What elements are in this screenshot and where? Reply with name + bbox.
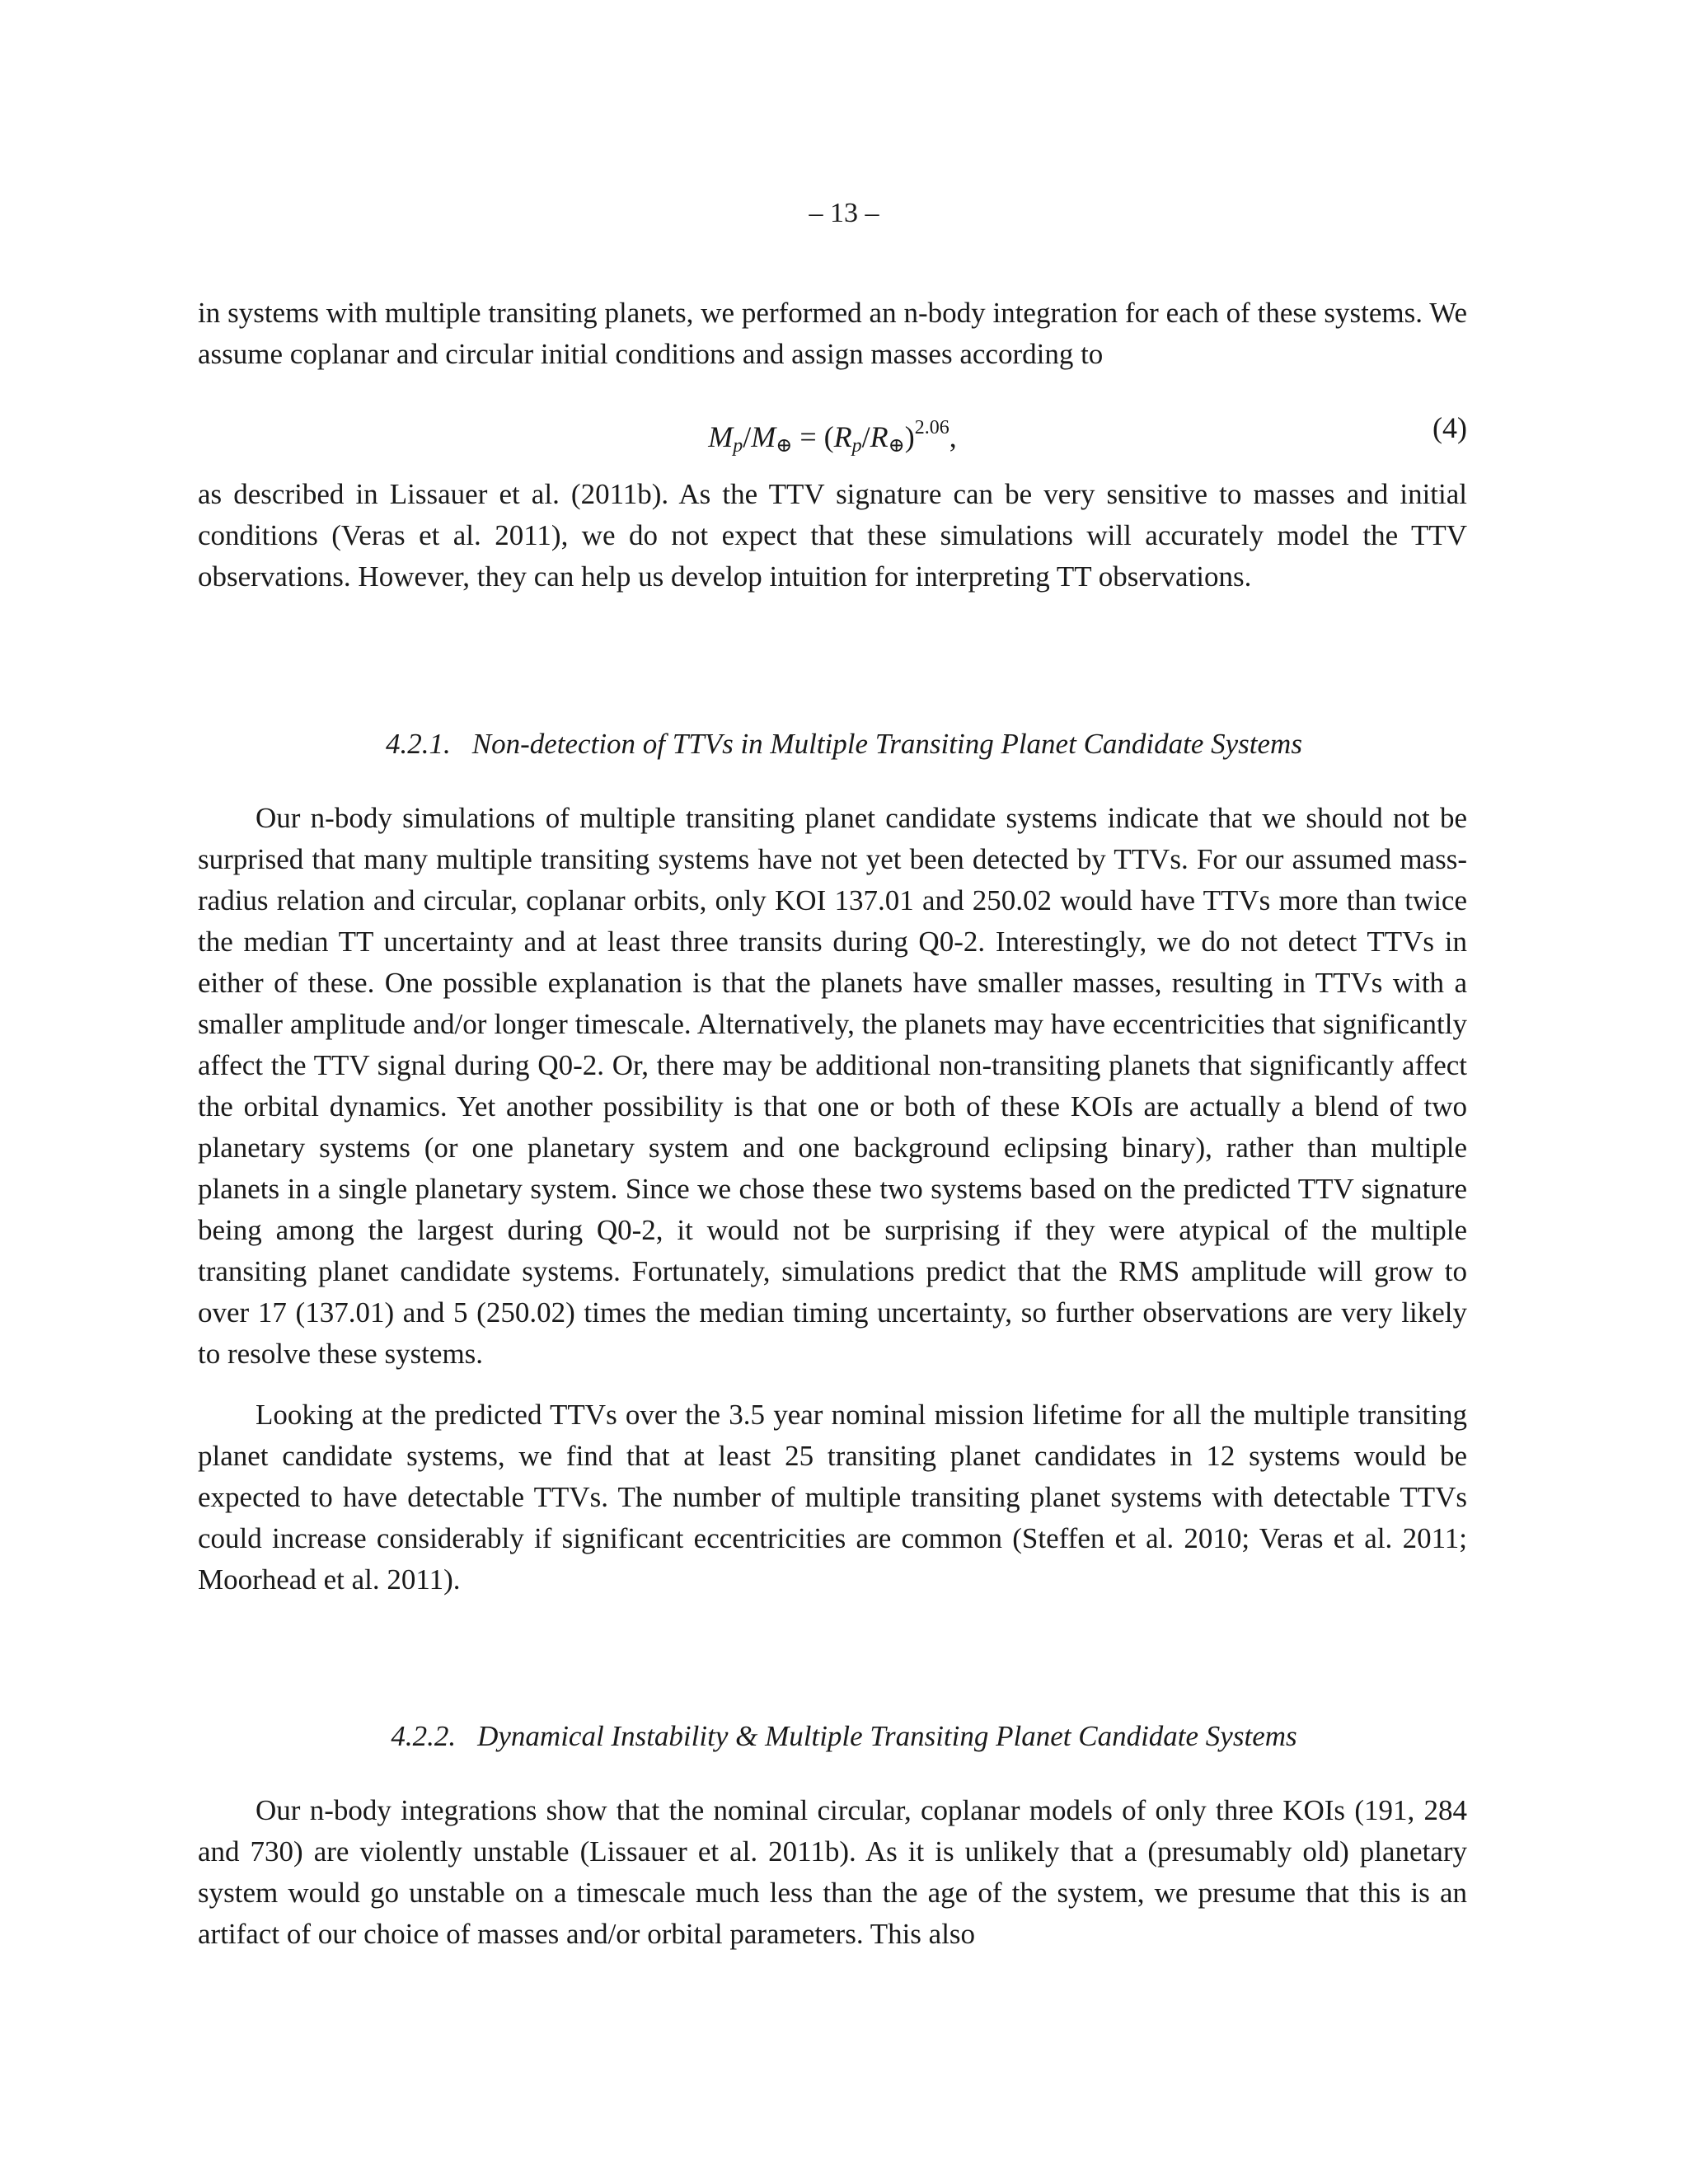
section-4-2-1-paragraph-2: Looking at the predicted TTVs over the 3.5 year nominal mission lifetime for all the multiple transiting planet candidate systems, we find that at least 25 transiting planet candidates in 12 systems would be expected to have detectable TTVs. The number of multiple transiting planet systems with detectable TTVs could increase considerably if significant eccentricities are common (Steffen et al. 2010; Veras et al. 2011; Moorhead et al. 2011). [198,1399,1467,1596]
page-number: – 13 – [809,198,879,228]
eq-comma: , [949,420,957,453]
paragraph-after-equation-text: as described in Lissauer et al. (2011b). As the TTV signature can be very sensitive to masses and initial conditions (Veras et al. 2011), we do not expect that these simulations will accurately model the TTV observations. However, they can help us develop intuition for interpreting TT observations. [198,478,1467,593]
eq-earth-symbol: ⊕ [776,435,793,457]
section-heading-4-2-2 [0,1716,1688,1757]
eq-radius-symbol: R [833,420,852,453]
eq-slash: / [743,420,752,453]
paragraph-after-equation [198,474,1467,598]
mass-radius-formula [198,407,1467,466]
section-4-2-1-paragraph-1: Our n-body simulations of multiple transiting planet candidate systems indicate that we should not be surprised that many multiple transiting systems have not yet been detected by TTVs. For our assumed mass-radius relation and circular, coplanar orbits, only KOI 137.01 and 250.02 would have TTVs more than twice the median TT uncertainty and at least three transits during Q0-2. Interestingly, we do not detect TTVs in either of these. One possible explanation is that the planets have smaller masses, resulting in TTVs with a smaller amplitude and/or longer timescale. Alternatively, the planets may have eccentricities that significantly affect the TTV signal during Q0-2. Or, there may be additional non-transiting planets that significantly affect the orbital dynamics. Yet another possibility is that one or both of these KOIs are actually a blend of two planetary systems (or one planetary system and one background eclipsing binary), rather than multiple planets in a single planetary system. Since we chose these two systems based on the predicted TTV signature being among the largest during Q0-2, it would not be surprising if they were atypical of the multiple transiting planet candidate systems. Fortunately, simulations predict that the RMS amplitude will grow to over 17 (137.01) and 5 (250.02) times the median timing uncertainty, so further observations are very likely to resolve these systems. [198,802,1467,1370]
section-heading-4-2-1 [0,724,1688,765]
eq-earth-radius-symbol: R [870,420,889,453]
eq-close-paren: ) [904,420,915,453]
eq-mass-symbol: M [708,420,734,453]
intro-paragraph [198,293,1467,375]
eq-exponent: 2.06 [914,417,950,438]
section-4-2-2-paragraph-1: Our n-body integrations show that the nominal circular, coplanar models of only three KOIs (191, 284 and 730) are violently unstable (Lissauer et al. 2011b). As it is unlikely that a (presumably old) planetary system would go unstable on a timescale much less than the age of the system, we presume that this is an artifact of our choice of masses and/or orbital parameters. This also [198,1794,1467,1950]
eq-earth-symbol-radius: ⊕ [888,435,905,457]
section-title: Non-detection of TTVs in Multiple Transiting Planet Candidate Systems [471,728,1302,760]
eq-sub-p-radius: p [851,435,862,457]
section-number: 4.2.2. [391,1720,457,1752]
eq-earth-mass-symbol: M [751,420,776,453]
equation-number: (4) [1432,411,1467,444]
section-4-2-2-body [198,1790,1467,1955]
eq-sub-p: p [733,435,743,457]
eq-slash-radius: / [861,420,870,453]
eq-equals: = [792,420,824,453]
equation-4 [198,407,1467,457]
section-title: Dynamical Instability & Multiple Transiting Planet Candidate Systems [477,1720,1297,1752]
intro-paragraph-text: in systems with multiple transiting planets, we performed an n-body integration for each of these systems. We assume coplanar and circular initial conditions and assign masses according to [198,297,1467,370]
section-4-2-1-body [198,798,1467,1601]
section-number: 4.2.1. [386,728,451,760]
eq-open-paren: ( [823,420,834,453]
